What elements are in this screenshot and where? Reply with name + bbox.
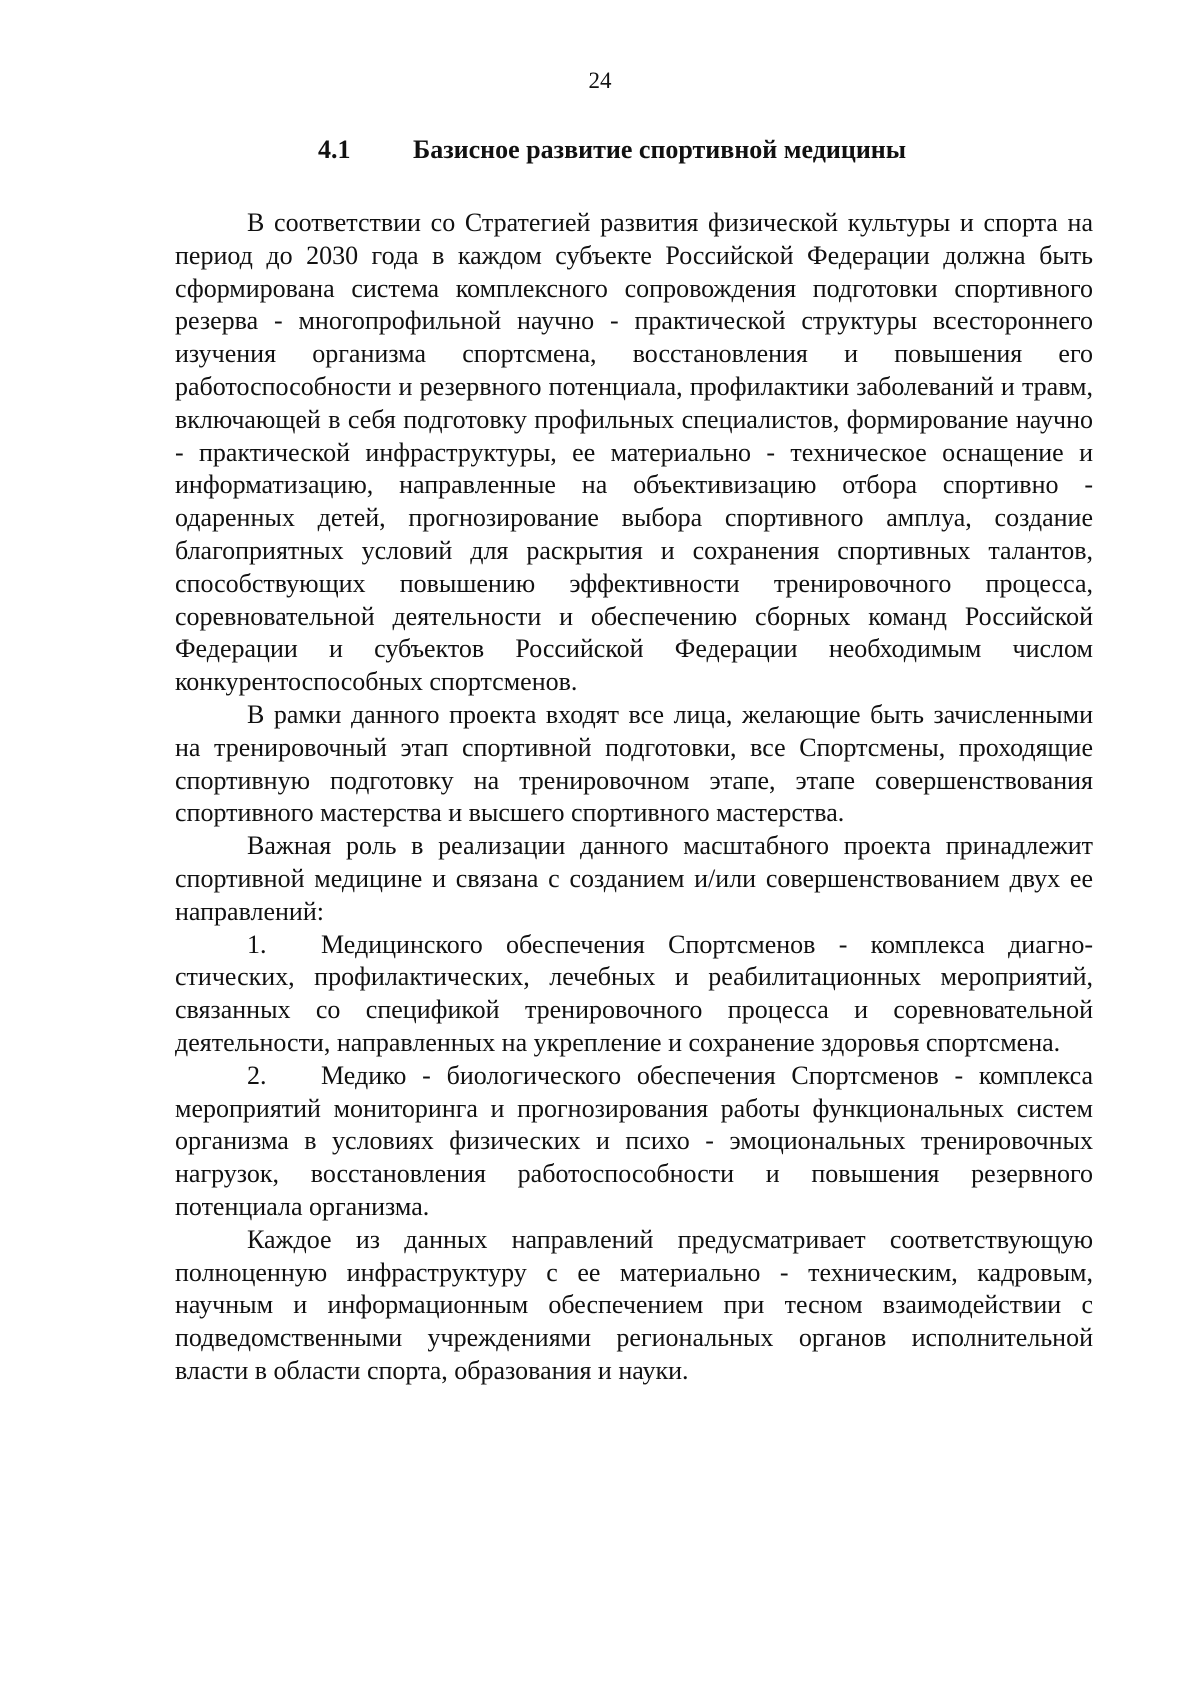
paragraph: В соответствии со Стратегией развития физической культуры и спорта на период до 2030 года в каждом субъекте Российской Федерации должна быть сформирована система комплексного сопровождения подготовки спортивного резерва - многопрофильной научно - практической структуры всестороннего изучения организма спортсмена, восстановления и повышения его работоспособности и резервного потенциала, профилактики заболеваний и травм, включающей в себя подготовку профильных специалистов, формирование научно - практической инфраструктуры, ее материально - техническое оснащение и информатизацию, направленные на объективизацию отбора спортивно - одаренных детей, прогнозирование выбора спортивного амплуа, создание благоприятных условий для раскрытия и сохранения спортивных талантов, способствующих повышению эффективности тренировочного процесса, соревновательной деятельности и обеспечению сборных команд Российской Федерации и субъектов Российской Федерации необходимым числом конкурентоспособных спортсменов. <box>175 208 1093 697</box>
list-item <box>175 929 1093 1060</box>
list-item-text: Медико - биологического обеспечения Спортсменов - комплекса мероприятий мониторинга и прогнозирования работы функциональных систем организма в условиях физических и психо - эмоциональных тренировочных нагрузок, восстановления работоспособности и повышения резервного потенциала организма. <box>175 1060 1093 1221</box>
list-item-text: Медицинского обеспечения Спортсменов - комплекса диагностических, профилактических, лечебных и реабилитационных мероприятий, связанных со спецификой тренировочного процесса и соревновательной деятельности, направленных на укрепление и сохранение здоровья спортсмена. <box>175 929 1093 1057</box>
paragraph: Важная роль в реализации данного масштабного проекта принадлежит спортивной медицине и связана с созданием и/или совершенствованием двух ее направлений: <box>175 831 1093 926</box>
list-marker: 2. <box>247 1060 267 1090</box>
section-heading <box>318 133 906 167</box>
list-marker: 1. <box>247 929 267 959</box>
paragraph: Каждое из данных направлений предусматривает соответствующую полноценную инфраструктуру с ее материально - техническим, кадровым, научным и информационным обеспечением при тесном взаимодействии с подведомственными учреждениями региональных органов исполнительной власти в области спорта, образования и науки. <box>175 1224 1093 1385</box>
paragraph: В рамки данного проекта входят все лица, желающие быть зачисленными на тренировочный этап спортивной подготовки, все Спортсмены, проходящие спортивную подготовку на тренировочном этапе, этапе совершенствования спортивного мастерства и высшего спортивного мастерства. <box>175 699 1093 828</box>
section-number: 4.1 <box>318 135 351 164</box>
page-number: 24 <box>588 68 612 93</box>
list-item <box>175 1060 1093 1224</box>
body-text <box>175 207 1093 1388</box>
section-title: Базисное развитие спортивной медицины <box>413 135 907 164</box>
